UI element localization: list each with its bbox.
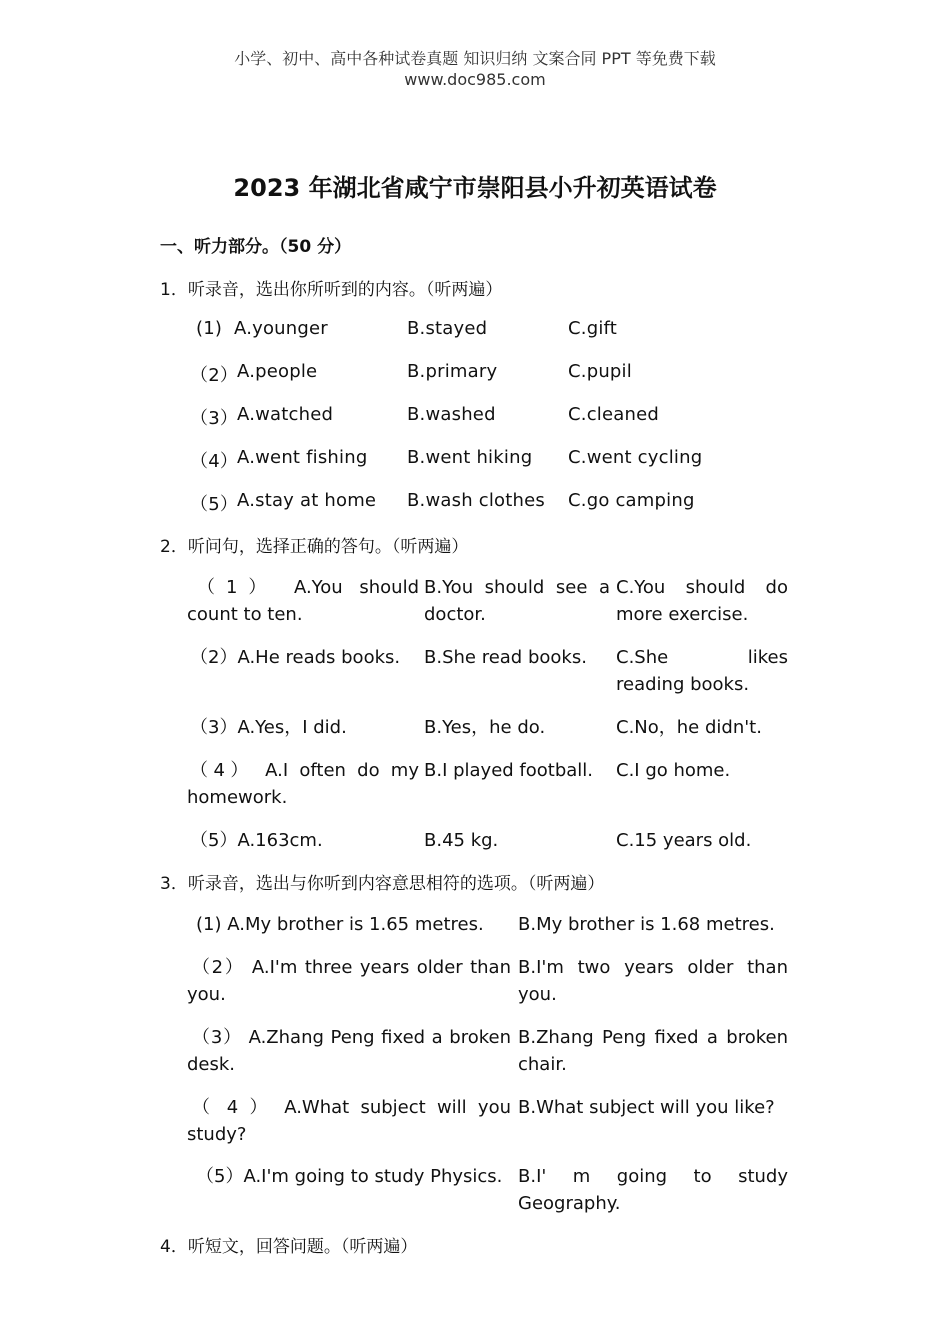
- q2-item-2-option-a: （2）A.He reads books.: [190, 647, 401, 668]
- q3-item-5-option-a: （5）A.I'm going to study Physics.: [196, 1166, 503, 1187]
- q1-item-1-option-a: A.younger: [234, 318, 328, 339]
- q1-item-3-option-b: B.washed: [407, 404, 496, 425]
- q1-item-3-option-c: C.cleaned: [568, 404, 660, 425]
- q2-item-4-option-b: B.I played football.: [424, 760, 594, 781]
- q1-item-5-num: （5）: [190, 494, 239, 515]
- q2-item-1-option-a: （1） A.You should count to ten.: [187, 577, 419, 625]
- question-2-stem: 2．听问句，选择正确的答句。（听两遍）: [160, 537, 469, 557]
- q1-item-1-option-b: B.stayed: [407, 318, 488, 339]
- q2-item-4-option-c: C.I go home.: [616, 760, 731, 781]
- q3-item-4-option-a: （ 4 ） A.What subject will you study?: [187, 1097, 511, 1145]
- page-title: 2023 年湖北省咸宁市崇阳县小升初英语试卷: [233, 174, 717, 202]
- q1-item-5-option-b: B.wash clothes: [407, 490, 545, 511]
- q2-item-3-option-a: （3）A.Yes，I did.: [190, 717, 347, 738]
- q1-item-1-num: (1): [196, 318, 223, 339]
- q2-item-5-option-b: B.45 kg.: [424, 830, 499, 851]
- q3-item-5-option-b: B.I' m going to study Geography.: [518, 1166, 788, 1214]
- q2-item-3-option-b: B.Yes，he do.: [424, 717, 546, 738]
- q1-item-3-option-a: A.watched: [237, 404, 334, 425]
- q2-item-4-option-a: （4） A.I often do my homework.: [187, 760, 419, 808]
- q3-item-3-option-a: （3） A.Zhang Peng fixed a broken desk.: [187, 1027, 511, 1075]
- q1-item-5-option-a: A.stay at home: [237, 490, 377, 511]
- q3-item-1-option-b: B.My brother is 1.68 metres.: [518, 914, 775, 935]
- q1-item-4-option-b: B.went hiking: [407, 447, 533, 468]
- q2-item-2-option-c: C.She likes reading books.: [616, 647, 788, 695]
- q1-item-1-option-c: C.gift: [568, 318, 617, 339]
- q2-item-3-option-c: C.No，he didn't.: [616, 717, 762, 738]
- q2-item-5-option-a: （5）A.163cm.: [190, 830, 323, 851]
- question-1-stem: 1．听录音，选出你所听到的内容。（听两遍）: [160, 280, 503, 300]
- q1-item-4-num: （4）: [190, 451, 239, 472]
- q3-item-2-option-b: B.I'm two years older than you.: [518, 957, 788, 1005]
- q3-item-2-option-a: （2） A.I'm three years older than you.: [187, 957, 511, 1005]
- q3-item-1-option-a: (1) A.My brother is 1.65 metres.: [196, 914, 484, 935]
- q1-item-2-option-b: B.primary: [407, 361, 498, 382]
- section-heading: 一、听力部分。（50 分）: [160, 237, 352, 257]
- question-4-stem: 4．听短文，回答问题。（听两遍）: [160, 1237, 418, 1257]
- q2-item-2-option-b: B.She read books.: [424, 647, 587, 668]
- q1-item-2-option-c: C.pupil: [568, 361, 632, 382]
- q2-item-5-option-c: C.15 years old.: [616, 830, 752, 851]
- q1-item-2-option-a: A.people: [237, 361, 318, 382]
- q1-item-5-option-c: C.go camping: [568, 490, 695, 511]
- q1-item-3-num: （3）: [190, 408, 239, 429]
- q1-item-2-num: （2）: [190, 365, 239, 386]
- site-url: www.doc985.com: [404, 70, 546, 89]
- q3-item-3-option-b: B.Zhang Peng fixed a broken chair.: [518, 1027, 788, 1075]
- q2-item-1-option-c: C.You should do more exercise.: [616, 577, 788, 625]
- q2-item-1-option-b: B.You should see a doctor.: [424, 577, 610, 625]
- q1-item-4-option-a: A.went fishing: [237, 447, 368, 468]
- q1-item-4-option-c: C.went cycling: [568, 447, 703, 468]
- question-3-stem: 3．听录音，选出与你听到内容意思相符的选项。（听两遍）: [160, 874, 605, 894]
- site-banner-text: 小学、初中、高中各种试卷真题 知识归纳 文案合同 PPT 等免费下载: [234, 49, 716, 68]
- q3-item-4-option-b: B.What subject will you like?: [518, 1097, 775, 1118]
